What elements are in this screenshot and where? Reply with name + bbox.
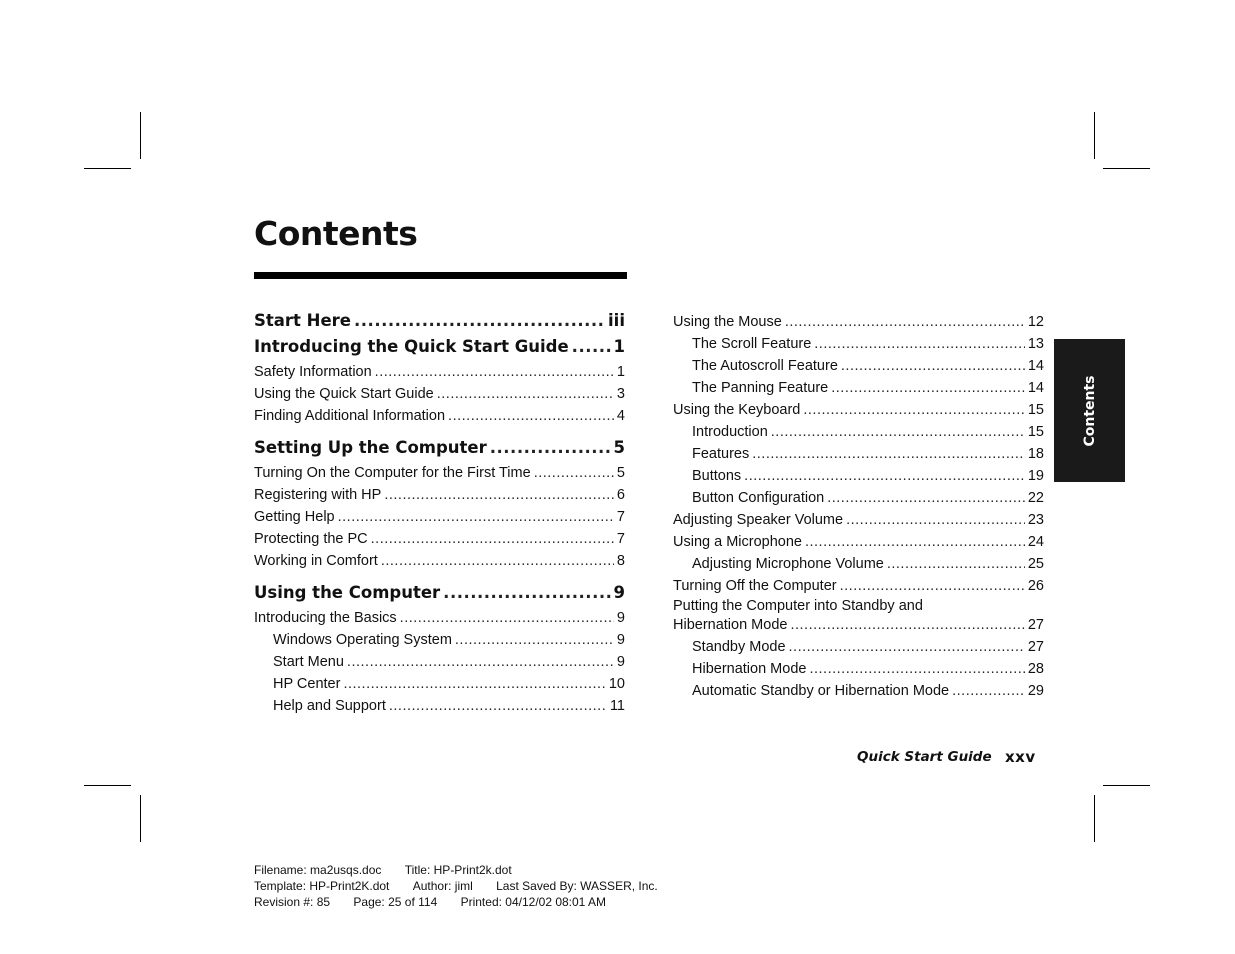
meta-page: Page: 25 of 114 xyxy=(353,895,438,909)
toc-leader xyxy=(809,658,1024,680)
toc-entry xyxy=(673,680,1044,702)
toc-entry-page: 5 xyxy=(613,438,625,457)
toc-entry-title: Automatic Standby or Hibernation Mode xyxy=(692,683,950,699)
toc-entry: Putting the Computer into Standby and xyxy=(673,598,923,614)
toc-entry-page: 19 xyxy=(1027,468,1044,484)
toc-entry-page: 15 xyxy=(1027,402,1044,418)
toc-entry-title: Protecting the PC xyxy=(254,531,368,547)
toc-entry xyxy=(254,651,625,673)
toc-entry xyxy=(673,636,1044,658)
crop-mark xyxy=(1094,795,1095,842)
toc-leader xyxy=(785,311,1025,333)
toc-entry-page: 15 xyxy=(1027,424,1044,440)
toc-entry-page: 23 xyxy=(1027,512,1044,528)
toc-entry-title: Introduction xyxy=(692,424,768,440)
metadata-row xyxy=(254,862,678,878)
toc-entry xyxy=(673,531,1044,553)
toc-entry-title: Help and Support xyxy=(273,698,386,714)
toc-entry xyxy=(673,509,1044,531)
toc-entry-title: Using a Microphone xyxy=(673,534,802,550)
toc-leader xyxy=(354,309,605,333)
crop-mark xyxy=(1094,112,1095,159)
toc-entry-title: Hibernation Mode xyxy=(673,617,788,633)
toc-left-column xyxy=(254,309,625,717)
toc-entry xyxy=(673,399,1044,421)
toc-entry-title: Features xyxy=(692,446,750,462)
toc-entry xyxy=(254,607,625,629)
toc-entry xyxy=(673,575,1044,597)
toc-entry-title: Introducing the Quick Start Guide xyxy=(254,337,569,356)
toc-entry-title: Turning Off the Computer xyxy=(673,578,837,594)
metadata-row xyxy=(254,878,678,894)
toc-entry-page: 18 xyxy=(1027,446,1044,462)
toc-leader xyxy=(448,405,614,427)
toc-entry-title: Hibernation Mode xyxy=(692,661,807,677)
toc-entry-title: Windows Operating System xyxy=(273,632,452,648)
toc-entry-title: Using the Keyboard xyxy=(673,402,801,418)
toc-entry-page: 24 xyxy=(1027,534,1044,550)
title-rule xyxy=(254,272,627,279)
toc-entry-title: Registering with HP xyxy=(254,487,382,503)
footer-page-number: xxv xyxy=(1005,748,1036,766)
meta-title: Title: HP-Print2k.dot xyxy=(404,863,512,877)
toc-entry xyxy=(254,695,625,717)
toc-entry-page: 13 xyxy=(1027,336,1044,352)
toc-entry-page: 6 xyxy=(616,487,625,503)
meta-template: Template: HP-Print2K.dot xyxy=(254,879,390,893)
toc-leader xyxy=(752,443,1025,465)
crop-mark xyxy=(1103,785,1150,786)
toc-leader xyxy=(840,575,1025,597)
toc-entry-page: 25 xyxy=(1027,556,1044,572)
toc-entry-title: Turning On the Computer for the First Time xyxy=(254,465,531,481)
toc-leader xyxy=(381,550,614,572)
meta-author: Author: jiml xyxy=(412,879,473,893)
side-tab xyxy=(1054,339,1125,482)
toc-entry-title: Finding Additional Information xyxy=(254,408,446,424)
toc-leader xyxy=(952,680,1025,702)
toc-entry-title: Getting Help xyxy=(254,509,335,525)
toc-entry-page: 9 xyxy=(616,632,625,648)
toc-entry xyxy=(673,465,1044,487)
toc-entry-title: Start Here xyxy=(254,311,352,330)
toc-leader xyxy=(790,615,1024,636)
toc-entry xyxy=(673,487,1044,509)
toc-entry-title: Setting Up the Computer xyxy=(254,438,487,457)
toc-entry xyxy=(254,629,625,651)
toc-entry-title: Adjusting Speaker Volume xyxy=(673,512,844,528)
toc-entry-title: Buttons xyxy=(692,468,742,484)
document-metadata xyxy=(254,862,678,910)
toc-leader xyxy=(490,436,611,460)
toc-leader xyxy=(572,335,611,359)
toc-entry-title: Adjusting Microphone Volume xyxy=(692,556,884,572)
toc-entry-title: The Panning Feature xyxy=(692,380,829,396)
toc-leader xyxy=(831,377,1025,399)
toc-entry-page: 28 xyxy=(1027,661,1044,677)
toc-leader xyxy=(827,487,1025,509)
toc-entry-page: 14 xyxy=(1027,380,1044,396)
toc-chapter xyxy=(254,309,625,333)
toc-leader xyxy=(338,506,614,528)
toc-right-column xyxy=(673,311,1044,702)
crop-mark xyxy=(140,112,141,159)
toc-entry-page: 11 xyxy=(609,698,625,714)
toc-entry-title: Using the Quick Start Guide xyxy=(254,386,434,402)
toc-entry-page: 27 xyxy=(1027,639,1044,655)
toc-leader xyxy=(814,333,1025,355)
toc-entry-page: 12 xyxy=(1027,314,1044,330)
toc-entry-title: Button Configuration xyxy=(692,490,825,506)
toc-leader xyxy=(887,553,1025,575)
toc-entry-page: 1 xyxy=(616,364,625,380)
toc-entry-page: 10 xyxy=(608,676,625,692)
meta-saved-by: Last Saved By: WASSER, Inc. xyxy=(496,879,658,893)
toc-entry-page: 9 xyxy=(616,654,625,670)
meta-filename: Filename: ma2usqs.doc xyxy=(254,863,382,877)
toc-entry xyxy=(254,361,625,383)
toc-entry xyxy=(673,421,1044,443)
toc-entry-page: iii xyxy=(608,311,625,330)
toc-entry xyxy=(254,506,625,528)
footer-guide-title: Quick Start Guide xyxy=(857,749,992,765)
toc-chapter xyxy=(254,335,625,359)
toc-entry-title: Safety Information xyxy=(254,364,372,380)
toc-entry-page: 9 xyxy=(616,610,625,626)
toc-leader xyxy=(744,465,1025,487)
crop-mark xyxy=(1103,168,1150,169)
toc-leader xyxy=(443,581,610,605)
toc-leader xyxy=(371,528,614,550)
toc-entry-title: Using the Mouse xyxy=(673,314,782,330)
toc-entry xyxy=(254,550,625,572)
toc-chapter xyxy=(254,436,625,460)
toc-leader xyxy=(437,383,614,405)
toc-leader xyxy=(347,651,614,673)
toc-entry-title: The Scroll Feature xyxy=(692,336,812,352)
toc-leader xyxy=(534,462,614,484)
toc-entry xyxy=(673,553,1044,575)
toc-entry-page: 1 xyxy=(613,337,625,356)
toc-entry-title: Introducing the Basics xyxy=(254,610,397,626)
crop-mark xyxy=(140,795,141,842)
toc-entry xyxy=(254,383,625,405)
toc-leader xyxy=(789,636,1025,658)
toc-entry-title: Start Menu xyxy=(273,654,344,670)
toc-entry-page: 3 xyxy=(616,386,625,402)
toc-entry-page: 8 xyxy=(616,553,625,569)
toc-entry-title: Standby Mode xyxy=(692,639,786,655)
toc-leader xyxy=(375,361,614,383)
toc-entry xyxy=(254,673,625,695)
toc-entry-title: Working in Comfort xyxy=(254,553,378,569)
toc-leader xyxy=(805,531,1025,553)
toc-leader xyxy=(803,399,1025,421)
toc-entry-page: 5 xyxy=(616,465,625,481)
toc-entry-page: 26 xyxy=(1027,578,1044,594)
toc-entry xyxy=(673,443,1044,465)
crop-mark xyxy=(84,168,131,169)
page-title: Contents xyxy=(254,214,418,253)
toc-leader xyxy=(841,355,1025,377)
toc-entry xyxy=(673,333,1044,355)
toc-leader xyxy=(455,629,614,651)
toc-entry-page: 9 xyxy=(613,583,625,602)
toc-entry xyxy=(673,355,1044,377)
toc-leader xyxy=(771,421,1025,443)
crop-mark xyxy=(84,785,131,786)
toc-entry xyxy=(673,658,1044,680)
toc-entry xyxy=(254,462,625,484)
toc-leader xyxy=(384,484,614,506)
toc-entry-page: 22 xyxy=(1027,490,1044,506)
toc-leader xyxy=(343,673,605,695)
toc-leader xyxy=(400,607,614,629)
metadata-row xyxy=(254,894,678,910)
toc-entry xyxy=(254,405,625,427)
toc-entry-page: 4 xyxy=(616,408,625,424)
toc-entry-page: 7 xyxy=(616,509,625,525)
meta-printed: Printed: 04/12/02 08:01 AM xyxy=(460,895,607,909)
toc-entry-title: Using the Computer xyxy=(254,583,441,602)
meta-revision: Revision #: 85 xyxy=(254,895,331,909)
toc-entry-page: 27 xyxy=(1027,617,1044,633)
side-tab-label: Contents xyxy=(1081,374,1098,447)
toc-entry-title: HP Center xyxy=(273,676,341,692)
toc-entry xyxy=(673,311,1044,333)
toc-entry xyxy=(254,528,625,550)
toc-entry-page: 29 xyxy=(1027,683,1044,699)
toc-leader xyxy=(846,509,1025,531)
toc-entry xyxy=(673,377,1044,399)
toc-entry-page: 14 xyxy=(1027,358,1044,374)
toc-entry-page: 7 xyxy=(616,531,625,547)
toc-entry xyxy=(673,615,1044,636)
toc-entry-title: The Autoscroll Feature xyxy=(692,358,838,374)
toc-entry xyxy=(254,484,625,506)
toc-chapter xyxy=(254,581,625,605)
toc-leader xyxy=(389,695,607,717)
